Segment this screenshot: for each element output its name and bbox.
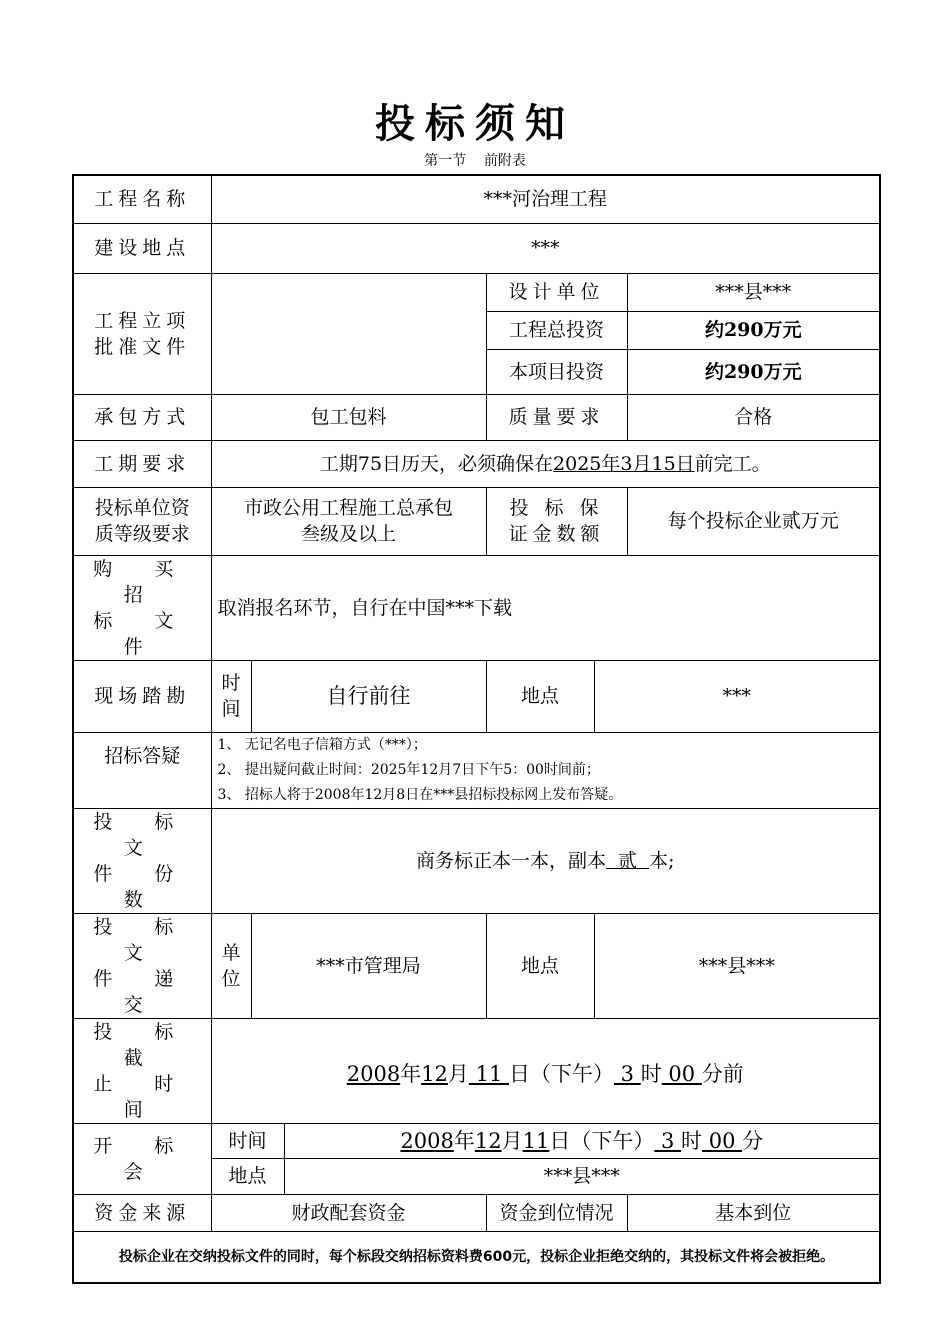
quality-label: 质量要求 <box>486 394 627 440</box>
row-deadline <box>73 1018 880 1123</box>
deadline-label-line2: 止 时 间 <box>93 1072 192 1121</box>
bond-label-line2: 证金数额 <box>508 523 605 545</box>
location-value: *** <box>211 223 880 273</box>
submission-label <box>73 913 211 1018</box>
row-project-name <box>73 175 880 223</box>
opening-minute-unit: 分 <box>742 1128 764 1153</box>
opening-time-label: 时间 <box>211 1123 284 1158</box>
total-investment-label: 工程总投资 <box>486 311 627 349</box>
row-design-unit <box>73 273 880 311</box>
deadline-year: 2008 <box>346 1061 401 1086</box>
location-label: 建设地点 <box>73 223 211 273</box>
row-submission <box>73 913 880 1018</box>
design-unit-value: ***县*** <box>627 273 880 311</box>
submission-unit-label <box>211 913 251 1018</box>
project-investment-label: 本项目投资 <box>486 349 627 394</box>
site-visit-label: 现场踏勘 <box>73 660 211 732</box>
approval-label-line2: 批准文件 <box>94 335 191 358</box>
design-unit-label: 设计单位 <box>486 273 627 311</box>
opening-year: 2008 <box>400 1128 454 1153</box>
opening-month: 12 <box>474 1128 502 1153</box>
copies-text-after: 本; <box>649 849 675 872</box>
qa-note-2: 2、 提出疑问截止时间：2025年12月7日下午5：00时间前； <box>217 761 600 778</box>
deadline-hour-unit: 时 <box>640 1061 662 1086</box>
opening-month-unit: 月 <box>501 1128 523 1153</box>
purchase-label-line1: 购 买 招 <box>93 557 192 606</box>
row-purchase <box>73 555 880 660</box>
deadline-day-unit: 日（下午） <box>509 1061 614 1086</box>
opening-day-unit: 日（下午） <box>549 1128 655 1153</box>
deadline-hour: 3 <box>614 1061 641 1086</box>
deadline-value <box>211 1018 880 1123</box>
completion-date: 2025年3月15日 <box>553 452 695 475</box>
project-name-label: 工程名称 <box>73 175 211 223</box>
funding-label: 资金来源 <box>73 1194 211 1231</box>
submission-label-line2: 件 递 交 <box>93 967 192 1016</box>
qualification-label-line1: 投标单位资 <box>94 497 190 519</box>
row-copies <box>73 808 880 913</box>
site-visit-time-value: 自行前往 <box>251 660 486 732</box>
copies-label-line1: 投 标 文 <box>93 810 192 859</box>
duration-value <box>211 440 880 487</box>
submission-unit-label-2: 位 <box>221 967 241 990</box>
deadline-month: 12 <box>421 1061 448 1086</box>
deadline-label <box>73 1018 211 1123</box>
deadline-month-unit: 月 <box>447 1061 469 1086</box>
funding-arrival-label: 资金到位情况 <box>486 1194 627 1231</box>
site-visit-time-label <box>211 660 251 732</box>
opening-year-unit: 年 <box>453 1128 475 1153</box>
qa-notes <box>211 732 880 808</box>
row-qa <box>73 732 880 808</box>
opening-hour-unit: 时 <box>681 1128 703 1153</box>
row-footer-note <box>73 1231 880 1283</box>
submission-place-label: 地点 <box>486 913 594 1018</box>
row-site-visit <box>73 660 880 732</box>
bid-instructions-table <box>72 174 881 1284</box>
footer-note: 投标企业在交纳投标文件的同时，每个标段交纳招标资料费600元，投标企业拒绝交纳的，其投标文件将会被拒绝。 <box>73 1231 880 1283</box>
quality-value: 合格 <box>627 394 880 440</box>
opening-hour: 3 <box>654 1128 682 1153</box>
opening-place-value: ***县*** <box>284 1158 880 1194</box>
qualification-value-line1: 市政公用工程施工总承包 <box>243 497 453 519</box>
site-visit-time-label-2: 间 <box>221 698 241 720</box>
copies-count: 贰 <box>605 849 650 872</box>
submission-place-value: ***县*** <box>594 913 880 1018</box>
funding-value: 财政配套资金 <box>211 1194 486 1231</box>
qualification-label <box>73 487 211 555</box>
funding-arrival-value: 基本到位 <box>627 1194 880 1231</box>
duration-text-after: 前完工。 <box>694 452 771 475</box>
opening-day: 11 <box>522 1128 550 1153</box>
site-visit-place-label: 地点 <box>486 660 594 732</box>
purchase-label <box>73 555 211 660</box>
bond-value: 每个投标企业贰万元 <box>627 487 880 555</box>
project-name-value: ***河治理工程 <box>211 175 880 223</box>
qa-label: 招标答疑 <box>73 732 211 808</box>
submission-unit-value: ***市管理局 <box>251 913 486 1018</box>
total-investment-value: 约290万元 <box>627 311 880 349</box>
contract-mode-label: 承包方式 <box>73 394 211 440</box>
row-opening-time <box>73 1123 880 1158</box>
deadline-minute: 00 <box>661 1061 702 1086</box>
row-location <box>73 223 880 273</box>
copies-label <box>73 808 211 913</box>
site-visit-place-value: *** <box>594 660 880 732</box>
row-contract-mode <box>73 394 880 440</box>
bond-label-line1: 投 标 保 <box>509 497 604 519</box>
submission-unit-label-1: 单 <box>221 941 241 964</box>
qa-note-1: 1、 无记名电子信箱方式（***）； <box>217 736 427 753</box>
purchase-value: 取消报名环节，自行在中国***下载 <box>211 555 880 660</box>
duration-text-before: 工期75日历天，必须确保在 <box>319 452 554 475</box>
qualification-value <box>211 487 486 555</box>
project-investment-value: 约290万元 <box>627 349 880 394</box>
row-duration <box>73 440 880 487</box>
opening-minute: 00 <box>702 1128 743 1153</box>
opening-time-value <box>284 1123 880 1158</box>
approval-label <box>73 273 211 394</box>
qualification-value-line2: 叁级及以上 <box>300 523 396 545</box>
opening-place-label: 地点 <box>211 1158 284 1194</box>
duration-label: 工期要求 <box>73 440 211 487</box>
bond-label <box>486 487 627 555</box>
section-subtitle: 第一节 前附表 <box>424 153 526 169</box>
copies-value <box>211 808 880 913</box>
page-title: 投标须知 <box>375 100 575 147</box>
deadline-minute-unit: 分前 <box>701 1061 744 1086</box>
qa-note-3: 3、 招标人将于2008年12月8日在***县招标投标网上发布答疑。 <box>217 786 623 803</box>
submission-label-line1: 投 标 文 <box>93 915 192 964</box>
copies-label-line2: 件 份 数 <box>93 862 192 911</box>
opening-label: 开 标 会 <box>73 1123 211 1194</box>
deadline-day: 11 <box>468 1061 509 1086</box>
row-qualification <box>73 487 880 555</box>
qualification-label-line2: 质等级要求 <box>94 523 190 545</box>
purchase-label-line2: 标 文 件 <box>93 609 192 658</box>
approval-label-line1: 工程立项 <box>94 309 191 332</box>
site-visit-time-label-1: 时 <box>221 672 241 694</box>
deadline-label-line1: 投 标 截 <box>93 1020 192 1069</box>
contract-mode-value: 包工包料 <box>211 394 486 440</box>
approval-value <box>211 273 486 394</box>
row-funding <box>73 1194 880 1231</box>
copies-text-before: 商务标正本一本，副本 <box>415 849 606 872</box>
deadline-year-unit: 年 <box>400 1061 422 1086</box>
